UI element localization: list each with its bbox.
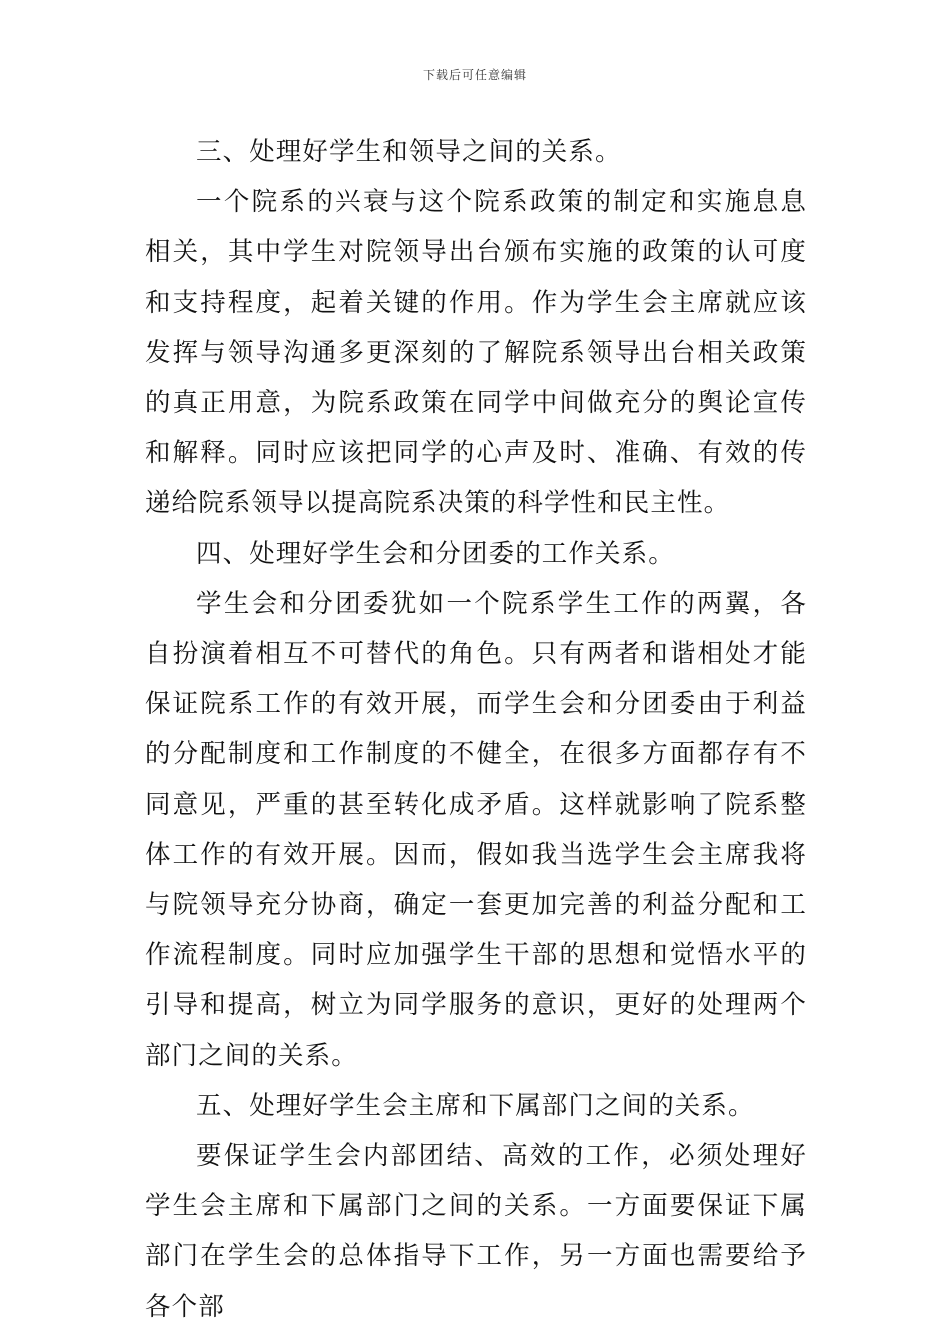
document-body [145,127,807,1332]
section-paragraph-3: 一个院系的兴衰与这个院系政策的制定和实施息息相关，其中学生对院领导出台颁布实施的政策的认可度和支持程度，起着关键的作用。作为学生会主席就应该发挥与领导沟通多更深刻的了解院系领导出台相关政策的真正用意，为院系政策在同学中间做充分的舆论宣传和解释。同时应该把同学的心声及时、准确、有效的传递给院系领导以提高院系决策的科学性和民主性。 [145,187,807,519]
section-paragraph-4: 学生会和分团委犹如一个院系学生工作的两翼，各自扮演着相互不可替代的角色。只有两者和谐相处才能保证院系工作的有效开展，而学生会和分团委由于利益的分配制度和工作制度的不健全，在很多方面都存有不同意见，严重的甚至转化成矛盾。这样就影响了院系整体工作的有效开展。因而，假如我当选学生会主席我将与院领导充分协商，确定一套更加完善的利益分配和工作流程制度。同时应加强学生干部的思想和觉悟水平的引导和提高，树立为同学服务的意识，更好的处理两个部门之间的关系。 [145,588,807,1071]
section-heading-3: 三、处理好学生和领导之间的关系。 [196,137,622,167]
page-header-note: 下载后可任意编辑 [422,68,527,82]
section-heading-5: 五、处理好学生会主席和下属部门之间的关系。 [196,1090,755,1121]
section-heading-4: 四、处理好学生会和分团委的工作关系。 [196,538,675,569]
section-paragraph-5: 要保证学生会内部团结、高效的工作，必须处理好学生会主席和下属部门之间的关系。一方面要保证下属部门在学生会的总体指导下工作，另一方面也需要给予各个部 [145,1141,807,1322]
